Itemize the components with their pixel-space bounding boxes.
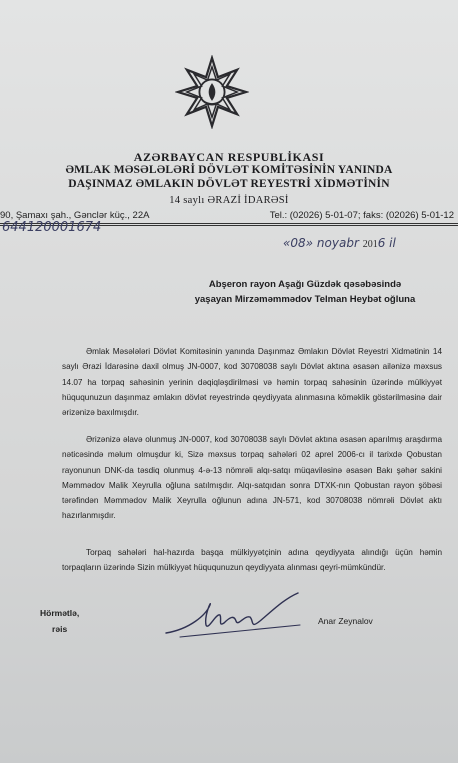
date-year-prefix: 201 <box>362 239 378 250</box>
addressee-line-2: yaşayan Mirzəməmmədov Telman Heybət oğluna <box>194 294 416 305</box>
addressee-line-1: Abşeron rayon Aşağı Güzdək qəsəbəsində <box>208 279 402 290</box>
body-paragraph-2: Ərizənizə əlavə olunmuş JN-0007, kod 30708038 saylı Dövlət aktına əsasən aparılmış araşdırma nəticəsində məlum olmuşdur ki, Sizə məxsus torpaq sahələri 02 aprel 2006-cı il tarixdə Qobustan rayonunun DNK-da təsdiq olunmuş 4-ə-13 nömrəli alqı-satqı müqaviləsinə əsasən Bakı şəhər sakini Məmmədov Malik Xeyrulla oğluna satılmışdır. Alqı-satqıdan sonra DTXK-nın Qobustan rayon şöbəsi tərəfindən Məmmədov Malik Xeyrulla oğlunun adına JN-571, kod 30708038 nömrəli Dövlət aktı hazırlanmışdır. <box>62 435 442 521</box>
letter-date <box>283 236 396 250</box>
closing-block <box>40 605 79 637</box>
addressee-block <box>160 277 450 307</box>
body-paragraph-1: Əmlak Məsələləri Dövlət Komitəsinin yanında Daşınmaz Əmlakın Dövlət Reyestri Xidmətinin 14 saylı Ərazi İdarəsinə daxil olmuş JN-0007, kod 30708038 saylı Dövlət aktına əsasən ailənizə məxsus 14.07 ha torpaq sahəsinin yerinin dəqiqləşdirilməsi və həmin torpaq sahəsinin üzərində mülkiyyət hüququnuzun daşınmaz əmlakın dövlət reyestrində qeydiyyata alınmasına köməklik göstərilməsinə dair ərizənizə baxılmışdır. <box>62 347 442 418</box>
date-month: noyabr <box>316 236 359 250</box>
date-day: «08» <box>283 236 314 250</box>
closing-title: rəis <box>52 624 68 634</box>
date-year-suffix: 6 il <box>377 236 396 250</box>
azerbaijan-emblem-icon <box>175 55 249 129</box>
header-country: AZƏRBAYCAN RESPUBLİKASI <box>133 150 325 164</box>
document-number: 644120001674 <box>2 220 102 235</box>
signature-icon <box>160 585 310 645</box>
closing-regards: Hörmətlə, <box>40 608 80 618</box>
header-committee: ƏMLAK MƏSƏLƏLƏRİ DÖVLƏT KOMİTƏSİNİN YANINDA <box>65 164 393 176</box>
header-office: 14 saylı ƏRAZİ İDARƏSİ <box>169 195 289 206</box>
header-service: DAŞINMAZ ƏMLAKIN DÖVLƏT REYESTRİ XİDMƏTİNİN <box>68 178 390 190</box>
body-paragraph-3: Torpaq sahələri hal-hazırda başqa mülkiyyətçinin adına qeydiyyata alındığı üçün həmin torpaqların üzərində Sizin mülkiyyət hüququnuzun qeydiyyata alınması qeyri-mümkündür. <box>62 548 442 573</box>
header-address: 90, Şamaxı şah., Gənclər küç., 22A <box>0 210 150 221</box>
header-phone: Tel.: (02026) 5-01-07; faks: (02026) 5-01-12 <box>269 210 454 221</box>
signatory-name: Anar Zeynalov <box>318 616 373 626</box>
